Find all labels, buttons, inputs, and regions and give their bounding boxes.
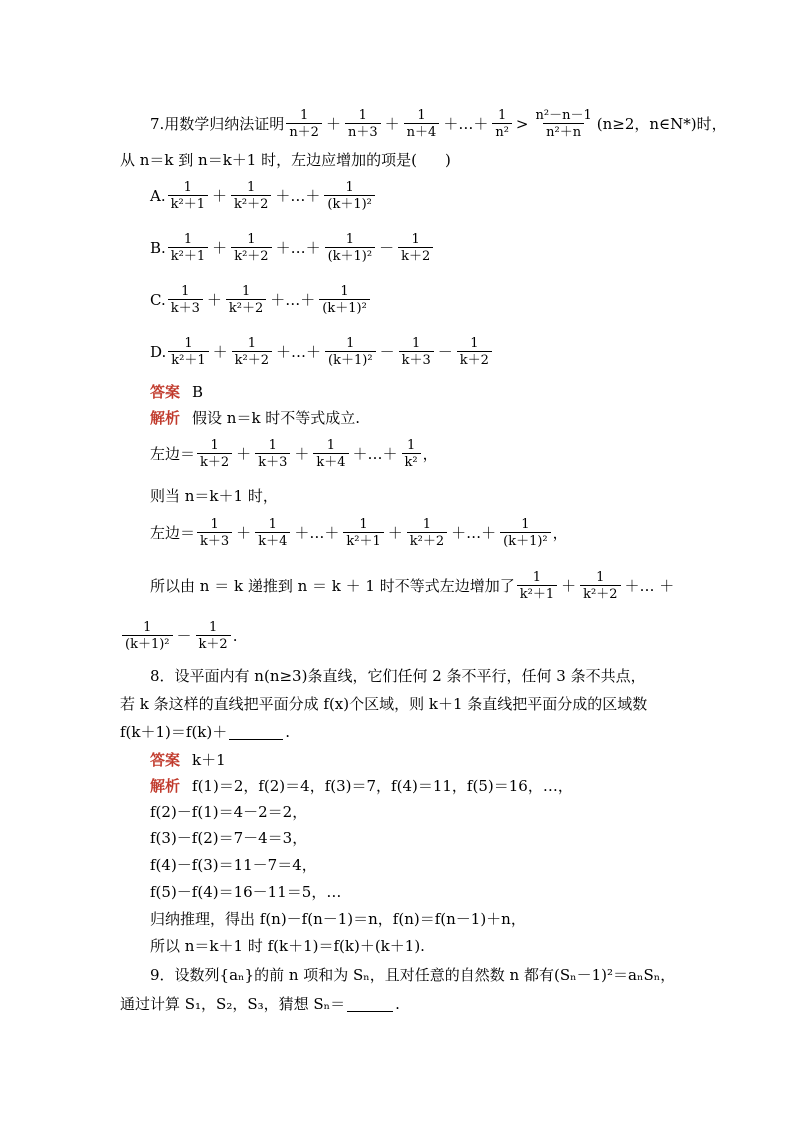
q7-stem-line1: 7.用数学归纳法证明 $\frac{1}{n+2}$ ＋ $\frac{1}{n+3}$ ＋ $\frac{1}{n+4}$ ＋…＋ $\frac{1}{\text{n²}}$ > $\frac{\text{n²－n－1}}{\text{n²＋n}}$ (n≥2，n∈N*)时， bbox=[150, 108, 727, 140]
q8-analysis-5: f(5)－f(4)＝16－11＝5，… bbox=[150, 883, 342, 901]
q7-condition: (n≥2，n∈N*)时， bbox=[596, 115, 727, 133]
q7-left-k1: 左边＝ $\frac{1}{k+3}$ ＋ $\frac{1}{k+4}$ ＋…＋ $\frac{1}{\text{k²＋1}}$ ＋ $\frac{1}{\text{k²＋2}}$ ＋…＋ $\frac{1}{\text{(k＋1)²}}$ ， bbox=[150, 517, 568, 549]
q7-left-k: 左边＝ $\frac{1}{k+2}$ ＋ $\frac{1}{k+3}$ ＋ $\frac{1}{k+4}$ ＋…＋ $\frac{1}{\text{k²}}$ ， bbox=[150, 438, 438, 470]
q7-stem-text: 7.用数学归纳法证明 bbox=[150, 115, 285, 133]
q9-line1: 9．设数列{aₙ}的前 n 项和为 Sₙ，且对任意的自然数 n 都有(Sₙ－1)²＝aₙSₙ， bbox=[150, 966, 676, 984]
fraction: $\frac{1}{\text{n²}}$ bbox=[492, 108, 512, 140]
q8-analysis-2: f(2)－f(1)＝4－2＝2， bbox=[150, 803, 308, 821]
option-c: C. $\frac{1}{k+3}$ ＋ $\frac{1}{\text{k²＋2}}$ ＋…＋ $\frac{1}{\text{(k＋1)²}}$ bbox=[150, 284, 372, 316]
fraction: $\frac{\text{n²－n－1}}{\text{n²＋n}}$ bbox=[535, 108, 592, 140]
q7-therefore: 所以由 n ＝ k 递推到 n ＝ k ＋ 1 时不等式左边增加了 $\frac{1}{\text{k²＋1}}$ ＋ $\frac{1}{\text{k²＋2}}$ ＋… ＋ bbox=[150, 570, 675, 602]
q7-therefore-cont: $\frac{1}{\text{(k＋1)²}}$ － $\frac{1}{k+2}$ . bbox=[120, 620, 237, 652]
q9-line2: 通过计算 S₁，S₂，S₃，猜想 Sₙ＝ . bbox=[120, 995, 400, 1013]
fraction: $\frac{1}{n+2}$ bbox=[286, 108, 322, 140]
q8-analysis-4: f(4)－f(3)＝11－7＝4， bbox=[150, 856, 317, 874]
q7-stem-line2: 从 n＝k 到 n＝k＋1 时，左边应增加的项是( ) bbox=[120, 151, 451, 169]
q8-analysis-7: 所以 n＝k＋1 时 f(k＋1)＝f(k)＋(k＋1). bbox=[150, 937, 425, 955]
q7-analysis: 解析 假设 n＝k 时不等式成立. bbox=[150, 409, 361, 427]
option-b: B. $\frac{1}{\text{k²＋1}}$ ＋ $\frac{1}{\text{k²＋2}}$ ＋…＋ $\frac{1}{\text{(k＋1)²}}$ － $\frac{1}{k+2}$ bbox=[150, 232, 435, 264]
q8-analysis-6: 归纳推理，得出 f(n)－f(n－1)＝n，f(n)＝f(n－1)＋n， bbox=[150, 910, 526, 928]
q8-line1: 8．设平面内有 n(n≥3)条直线，它们任何 2 条不平行，任何 3 条不共点， bbox=[150, 667, 646, 685]
option-a: A. $\frac{1}{\text{k²＋1}}$ ＋ $\frac{1}{\text{k²＋2}}$ ＋…＋ $\frac{1}{\text{(k＋1)²}}$ bbox=[150, 180, 377, 212]
q8-analysis-3: f(3)－f(2)＝7－4＝3， bbox=[150, 829, 308, 847]
answer-blank bbox=[229, 725, 283, 740]
q7-answer: 答案 B bbox=[150, 383, 204, 401]
q8-analysis-1: 解析 f(1)＝2，f(2)＝4，f(3)＝7，f(4)＝11，f(5)＝16，…， bbox=[150, 777, 573, 795]
q7-then: 则当 n＝k＋1 时， bbox=[150, 487, 278, 505]
fraction: $\frac{1}{n+4}$ bbox=[404, 108, 440, 140]
q8-answer: 答案 k＋1 bbox=[150, 751, 226, 769]
q8-line2: 若 k 条这样的直线把平面分成 f(x)个区域，则 k＋1 条直线把平面分成的区域数 bbox=[120, 695, 648, 713]
answer-blank bbox=[347, 997, 393, 1012]
fraction: $\frac{1}{n+3}$ bbox=[345, 108, 381, 140]
q8-line3: f(k＋1)＝f(k)＋ . bbox=[120, 723, 291, 741]
option-d: D. $\frac{1}{\text{k²＋1}}$ ＋ $\frac{1}{\text{k²＋2}}$ ＋…＋ $\frac{1}{\text{(k＋1)²}}$ － $\frac{1}{k+3}$ － $\frac{1}{k+2}$ bbox=[150, 336, 494, 368]
